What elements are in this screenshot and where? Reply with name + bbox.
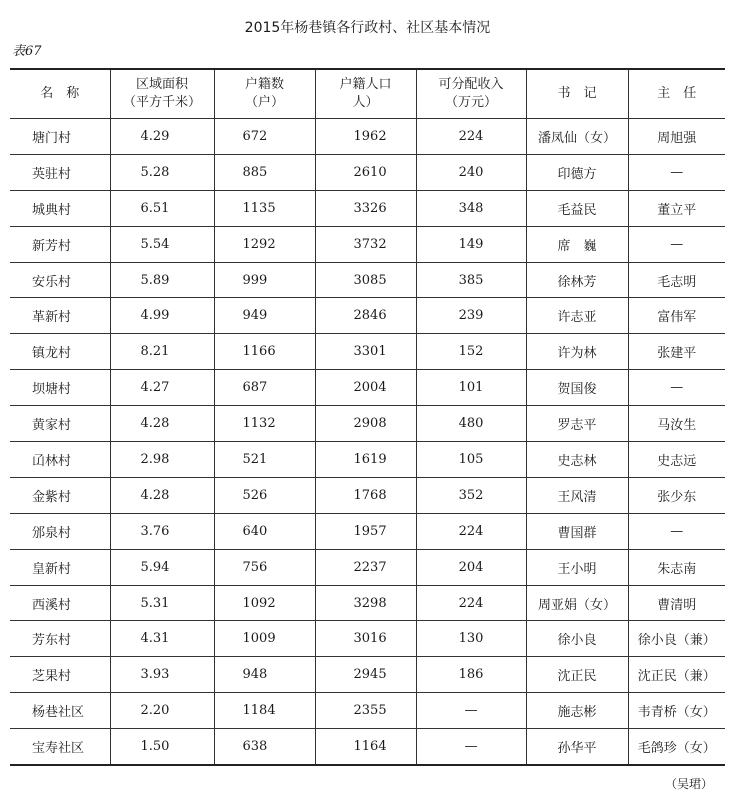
cell-households: 521: [214, 442, 315, 478]
cell-population: 3301: [315, 334, 416, 370]
cell-income: —: [416, 729, 526, 765]
header-row: [10, 69, 725, 119]
cell-area: 4.29: [110, 119, 214, 155]
cell-households: 949: [214, 298, 315, 334]
cell-name: 芳东村: [10, 621, 110, 657]
table-row: [10, 154, 725, 190]
cell-area: 4.28: [110, 477, 214, 513]
cell-name: 邠泉村: [10, 513, 110, 549]
cell-area: 3.76: [110, 513, 214, 549]
cell-income: —: [416, 693, 526, 729]
cell-area: 5.54: [110, 226, 214, 262]
author-credit: （吴珺）: [664, 777, 713, 791]
table-row: [10, 119, 725, 155]
cell-households: 885: [214, 154, 315, 190]
header-line: 名 称: [40, 86, 80, 101]
cell-population: 2846: [315, 298, 416, 334]
table-row: [10, 729, 725, 765]
cell-population: 2908: [315, 406, 416, 442]
cell-name: 杨巷社区: [10, 693, 110, 729]
cell-households: 638: [214, 729, 315, 765]
cell-area: 6.51: [110, 190, 214, 226]
cell-area: 1.50: [110, 729, 214, 765]
cell-name: 塘门村: [10, 119, 110, 155]
cell-income: 224: [416, 585, 526, 621]
cell-secretary: 王小明: [526, 549, 628, 585]
header-line: （户）: [244, 95, 284, 110]
cell-director: 董立平: [628, 190, 725, 226]
header-line: （万元）: [444, 95, 497, 110]
cell-director: 周旭强: [628, 119, 725, 155]
table-row: [10, 298, 725, 334]
cell-secretary: 施志彬: [526, 693, 628, 729]
cell-households: 1166: [214, 334, 315, 370]
cell-population: 1619: [315, 442, 416, 478]
header-line: 可分配收入: [438, 77, 504, 92]
table-row: [10, 477, 725, 513]
cell-area: 4.31: [110, 621, 214, 657]
cell-secretary: 印德方: [526, 154, 628, 190]
cell-households: 756: [214, 549, 315, 585]
cell-name: 安乐村: [10, 262, 110, 298]
cell-name: 芝果村: [10, 657, 110, 693]
cell-name: 新芳村: [10, 226, 110, 262]
cell-name: 西溪村: [10, 585, 110, 621]
table-row: [10, 657, 725, 693]
cell-secretary: 贺国俊: [526, 370, 628, 406]
cell-director: —: [628, 513, 725, 549]
cell-income: 101: [416, 370, 526, 406]
cell-director: 马汝生: [628, 406, 725, 442]
cell-income: 149: [416, 226, 526, 262]
cell-population: 3016: [315, 621, 416, 657]
cell-secretary: 罗志平: [526, 406, 628, 442]
cell-households: 948: [214, 657, 315, 693]
cell-secretary: 周亚娟（女）: [526, 585, 628, 621]
cell-director: 张少东: [628, 477, 725, 513]
cell-population: 2945: [315, 657, 416, 693]
cell-name: 黄家村: [10, 406, 110, 442]
cell-name: 英驻村: [10, 154, 110, 190]
cell-income: 152: [416, 334, 526, 370]
cell-director: 沈正民（兼）: [628, 657, 725, 693]
cell-income: 204: [416, 549, 526, 585]
cell-secretary: 潘凤仙（女）: [526, 119, 628, 155]
cell-director: —: [628, 226, 725, 262]
cell-population: 1957: [315, 513, 416, 549]
cell-secretary: 徐林芳: [526, 262, 628, 298]
cell-households: 1092: [214, 585, 315, 621]
cell-population: 3326: [315, 190, 416, 226]
header-secretary: [526, 69, 628, 119]
cell-households: 1184: [214, 693, 315, 729]
cell-population: 3298: [315, 585, 416, 621]
cell-income: 186: [416, 657, 526, 693]
page-title: 2015年杨巷镇各行政村、社区基本情况: [244, 20, 491, 36]
cell-area: 5.94: [110, 549, 214, 585]
table-row: [10, 370, 725, 406]
cell-households: 1009: [214, 621, 315, 657]
cell-secretary: 毛益民: [526, 190, 628, 226]
cell-income: 224: [416, 119, 526, 155]
cell-population: 1962: [315, 119, 416, 155]
cell-director: —: [628, 370, 725, 406]
cell-name: 城典村: [10, 190, 110, 226]
cell-households: 1135: [214, 190, 315, 226]
cell-population: 3085: [315, 262, 416, 298]
table-row: [10, 693, 725, 729]
cell-area: 8.21: [110, 334, 214, 370]
header-director: [628, 69, 725, 119]
cell-population: 1768: [315, 477, 416, 513]
cell-income: 239: [416, 298, 526, 334]
cell-director: —: [628, 154, 725, 190]
table-body: [10, 119, 725, 766]
cell-households: 672: [214, 119, 315, 155]
table-row: [10, 406, 725, 442]
header-population: [315, 69, 416, 119]
table-row: [10, 226, 725, 262]
cell-income: 352: [416, 477, 526, 513]
table-row: [10, 334, 725, 370]
table-row: [10, 621, 725, 657]
cell-households: 526: [214, 477, 315, 513]
table-row: [10, 442, 725, 478]
cell-population: 2610: [315, 154, 416, 190]
cell-director: 富伟军: [628, 298, 725, 334]
cell-name: 𠙶林村: [10, 442, 110, 478]
cell-area: 5.28: [110, 154, 214, 190]
cell-director: 徐小良（兼）: [628, 621, 725, 657]
cell-area: 2.98: [110, 442, 214, 478]
cell-income: 480: [416, 406, 526, 442]
cell-secretary: 曹国群: [526, 513, 628, 549]
table-row: [10, 262, 725, 298]
cell-income: 105: [416, 442, 526, 478]
header-line: （平方千米）: [122, 95, 201, 110]
cell-area: 2.20: [110, 693, 214, 729]
header-line: 户籍数: [244, 77, 284, 92]
cell-population: 1164: [315, 729, 416, 765]
cell-director: 史志远: [628, 442, 725, 478]
header-line: 人）: [352, 95, 379, 110]
table-row: [10, 190, 725, 226]
cell-area: 5.89: [110, 262, 214, 298]
cell-households: 640: [214, 513, 315, 549]
cell-population: 2355: [315, 693, 416, 729]
table-number: 表67: [12, 44, 42, 59]
header-households: [214, 69, 315, 119]
cell-area: 4.28: [110, 406, 214, 442]
table-row: [10, 585, 725, 621]
cell-area: 3.93: [110, 657, 214, 693]
village-info-table: [10, 68, 725, 766]
cell-director: 毛鸽珍（女）: [628, 729, 725, 765]
cell-households: 687: [214, 370, 315, 406]
cell-households: 1292: [214, 226, 315, 262]
cell-population: 2237: [315, 549, 416, 585]
cell-income: 240: [416, 154, 526, 190]
table-row: [10, 549, 725, 585]
header-line: 书 记: [557, 86, 597, 101]
header-line: 区域面积: [135, 77, 188, 92]
cell-area: 5.31: [110, 585, 214, 621]
header-line: 户籍人口: [339, 77, 392, 92]
header-income: [416, 69, 526, 119]
cell-name: 坝塘村: [10, 370, 110, 406]
cell-secretary: 沈正民: [526, 657, 628, 693]
cell-income: 130: [416, 621, 526, 657]
cell-director: 朱志南: [628, 549, 725, 585]
cell-director: 曹清明: [628, 585, 725, 621]
cell-name: 镇龙村: [10, 334, 110, 370]
cell-secretary: 徐小良: [526, 621, 628, 657]
cell-secretary: 许志亚: [526, 298, 628, 334]
header-line: 主 任: [657, 86, 697, 101]
cell-income: 348: [416, 190, 526, 226]
cell-area: 4.27: [110, 370, 214, 406]
cell-name: 金紫村: [10, 477, 110, 513]
cell-name: 革新村: [10, 298, 110, 334]
cell-name: 皇新村: [10, 549, 110, 585]
cell-name: 宝寿社区: [10, 729, 110, 765]
cell-secretary: 史志林: [526, 442, 628, 478]
cell-secretary: 孙华平: [526, 729, 628, 765]
table-header: [10, 69, 725, 119]
cell-secretary: 王风清: [526, 477, 628, 513]
cell-population: 2004: [315, 370, 416, 406]
header-name: [10, 69, 110, 119]
cell-households: 1132: [214, 406, 315, 442]
cell-director: 毛志明: [628, 262, 725, 298]
cell-income: 224: [416, 513, 526, 549]
cell-population: 3732: [315, 226, 416, 262]
table-row: [10, 513, 725, 549]
cell-households: 999: [214, 262, 315, 298]
cell-secretary: 许为林: [526, 334, 628, 370]
cell-director: 韦青桥（女）: [628, 693, 725, 729]
cell-director: 张建平: [628, 334, 725, 370]
cell-income: 385: [416, 262, 526, 298]
cell-secretary: 席 巍: [526, 226, 628, 262]
cell-area: 4.99: [110, 298, 214, 334]
header-area: [110, 69, 214, 119]
